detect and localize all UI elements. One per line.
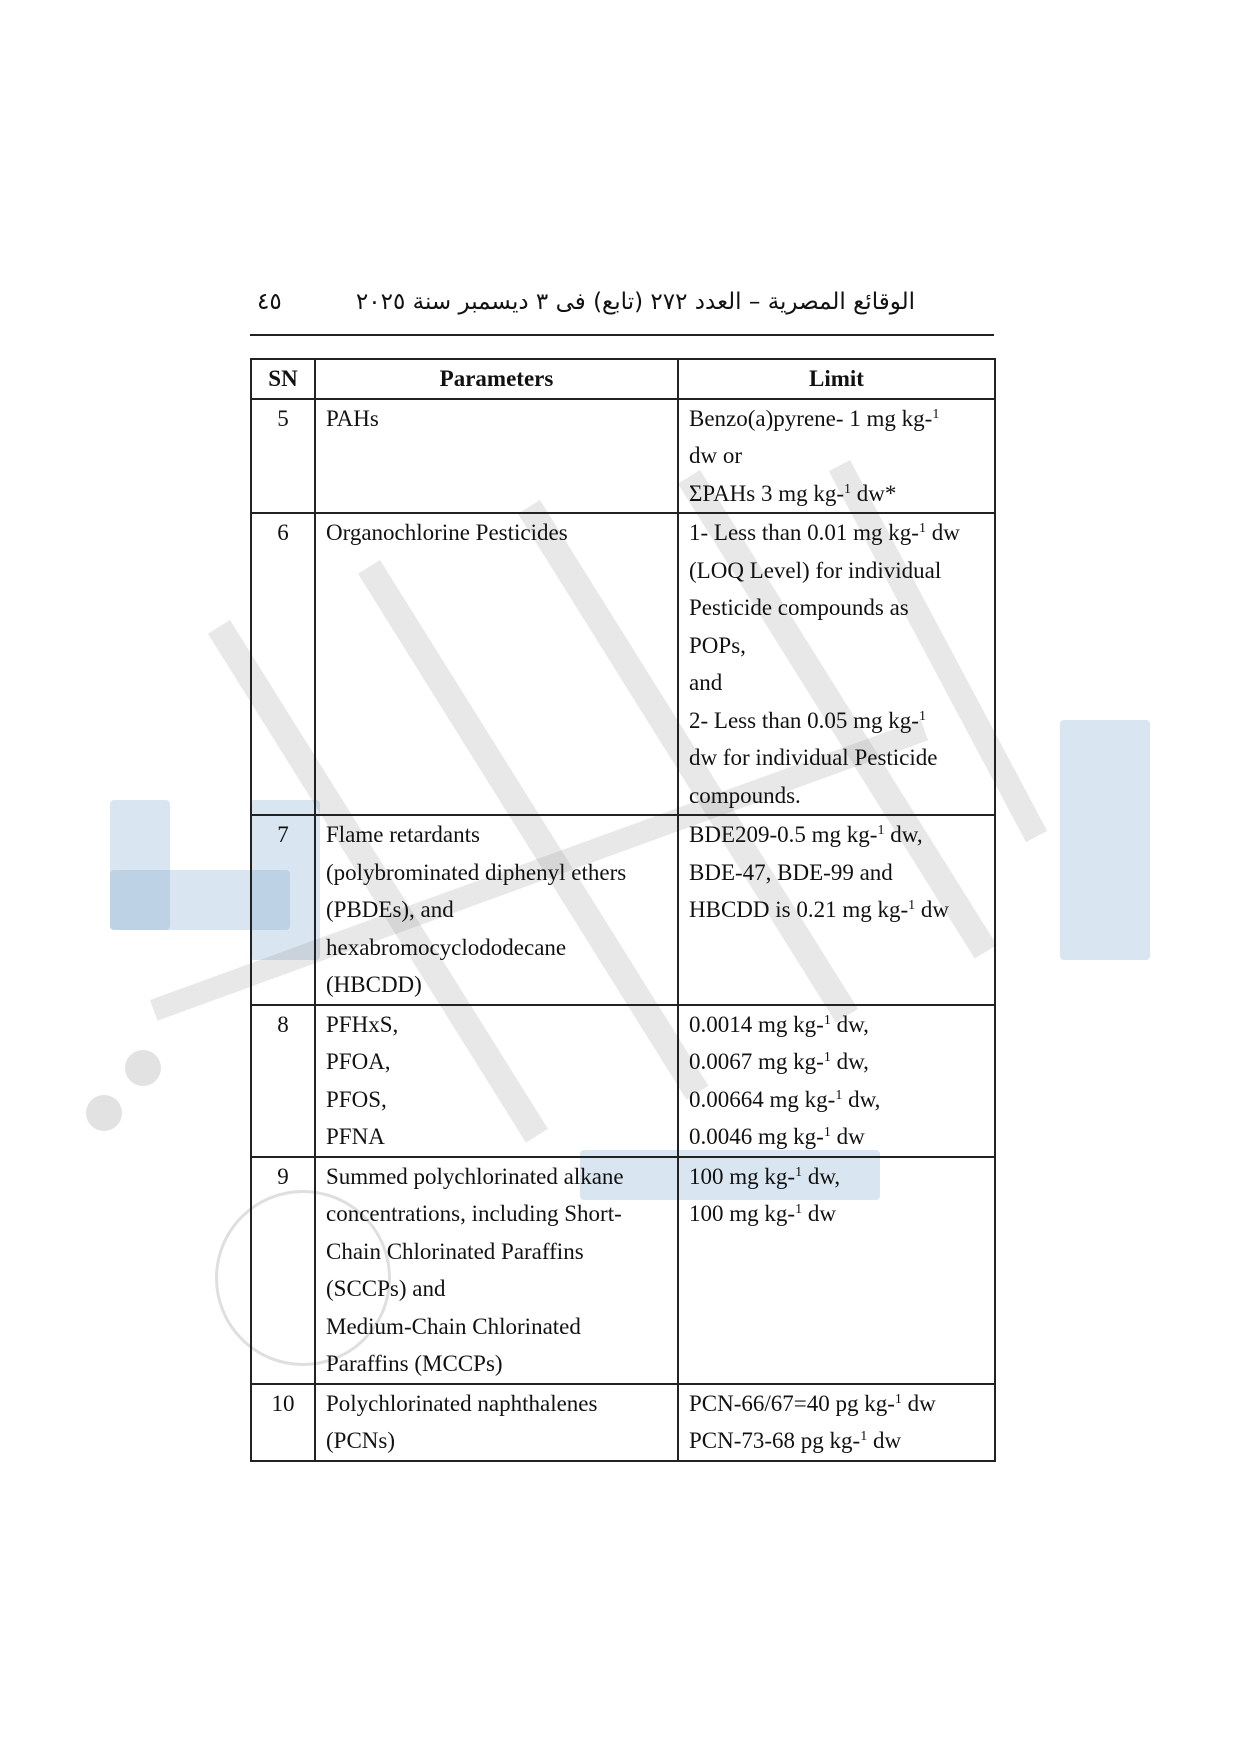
limit-exponent: 1	[877, 823, 885, 838]
parameter-line: Chain Chlorinated Paraffins	[326, 1238, 584, 1264]
limit-line	[689, 1195, 984, 1233]
row-limit	[678, 513, 995, 815]
limit-text: PCN-73-68 pg kg-	[689, 1428, 861, 1453]
limit-text-suffix: dw	[901, 1390, 936, 1416]
limit-exponent: 1	[894, 1391, 902, 1407]
parameter-line: Summed polychlorinated alkane	[326, 1163, 624, 1189]
limit-text-suffix: dw	[802, 1201, 836, 1226]
limit-exponent: 1	[860, 1429, 868, 1444]
parameter-line: PFHxS,	[326, 1011, 399, 1037]
page-number: ٤٥	[257, 289, 282, 315]
limit-text-suffix: dw*	[851, 480, 897, 506]
limit-line	[689, 1158, 984, 1196]
row-sn: 5	[251, 399, 315, 514]
limit-text-suffix: dw,	[842, 1086, 881, 1112]
limit-text: 100 mg kg-	[689, 1163, 796, 1189]
limit-text: compounds.	[689, 782, 801, 808]
limit-text: dw for individual Pesticide	[689, 745, 938, 770]
limit-exponent: 1	[844, 481, 852, 497]
parameter-line: Organochlorine Pesticides	[326, 520, 568, 545]
limit-line	[689, 664, 984, 702]
parameter-line: (PCNs)	[326, 1428, 396, 1453]
limit-text-suffix: dw	[915, 897, 950, 922]
limit-text: PCN-66/67=40 pg kg-	[689, 1390, 895, 1416]
limit-text: HBCDD is 0.21 mg kg-	[689, 897, 909, 922]
table-row	[251, 513, 995, 815]
row-parameters	[315, 815, 678, 1005]
parameter-line: (polybrominated diphenyl ethers	[326, 859, 627, 885]
row-limit	[678, 1384, 995, 1461]
parameter-line: (HBCDD)	[326, 972, 422, 997]
limit-text-suffix: dw	[925, 520, 960, 545]
limit-text: 0.0046 mg kg-	[689, 1124, 824, 1149]
row-parameters	[315, 1157, 678, 1384]
header-divider	[250, 334, 994, 336]
limit-exponent: 1	[823, 1050, 831, 1065]
limit-text: BDE209-0.5 mg kg-	[689, 822, 878, 847]
parameter-line: Polychlorinated naphthalenes	[326, 1390, 598, 1416]
limit-exponent: 1	[918, 708, 926, 724]
limit-text: 2- Less than 0.05 mg kg-	[689, 707, 919, 733]
limit-text: BDE-47, BDE-99 and	[689, 859, 893, 885]
parameter-line: concentrations, including Short-	[326, 1201, 622, 1226]
gazette-title: الوقائع المصرية – العدد ٢٧٢ (تابع) فى ٣ ديسمبر سنة ٢٠٢٥	[355, 289, 915, 315]
limit-line	[689, 1118, 984, 1156]
limit-exponent: 1	[835, 1087, 843, 1103]
parameter-line: (SCCPs) and	[326, 1276, 446, 1301]
row-parameters	[315, 1005, 678, 1157]
row-sn: 9	[251, 1157, 315, 1384]
parameter-line: (PBDEs), and	[326, 897, 454, 922]
parameter-line: PFOS,	[326, 1086, 387, 1112]
limit-exponent: 1	[823, 1125, 831, 1140]
row-sn: 10	[251, 1384, 315, 1461]
limit-exponent: 1	[795, 1202, 803, 1217]
limit-text: Benzo(a)pyrene- 1 mg kg-	[689, 405, 933, 431]
limit-text: POPs,	[689, 632, 746, 658]
limit-line	[689, 702, 984, 740]
table-row	[251, 1005, 995, 1157]
row-limit	[678, 815, 995, 1005]
parameter-line: Flame retardants	[326, 822, 480, 847]
page-header	[250, 283, 915, 323]
limit-exponent: 1	[918, 521, 926, 536]
parameter-line: PAHs	[326, 405, 379, 431]
row-parameters	[315, 513, 678, 815]
limit-text: 0.0014 mg kg-	[689, 1011, 824, 1037]
column-header-sn: SN	[251, 359, 315, 399]
limit-text: 0.00664 mg kg-	[689, 1086, 836, 1112]
limit-line	[689, 400, 984, 438]
limit-exponent: 1	[795, 1164, 803, 1180]
limit-text-suffix: dw,	[802, 1163, 841, 1189]
limit-line	[689, 1006, 984, 1044]
table-row	[251, 1384, 995, 1461]
limit-text-suffix: dw,	[830, 1011, 869, 1037]
limit-exponent: 1	[823, 1012, 831, 1028]
limit-text: 0.0067 mg kg-	[689, 1049, 824, 1074]
row-parameters	[315, 399, 678, 514]
limit-line	[689, 552, 984, 590]
limit-text: 100 mg kg-	[689, 1201, 796, 1226]
limit-text: Pesticide compounds as	[689, 595, 909, 620]
limit-line	[689, 475, 984, 513]
column-header-limit: Limit	[678, 359, 995, 399]
limit-line	[689, 816, 984, 854]
limit-text-suffix: dw	[867, 1428, 902, 1453]
row-limit	[678, 1005, 995, 1157]
limit-line	[689, 891, 984, 929]
row-sn: 6	[251, 513, 315, 815]
limit-text-suffix: dw	[830, 1124, 865, 1149]
parameter-line: Paraffins (MCCPs)	[326, 1351, 503, 1376]
limit-exponent: 1	[932, 406, 940, 422]
row-sn: 8	[251, 1005, 315, 1157]
limit-line	[689, 739, 984, 777]
table-header-row	[251, 359, 995, 399]
parameter-line: PFNA	[326, 1124, 385, 1149]
row-limit	[678, 1157, 995, 1384]
limit-text: 1- Less than 0.01 mg kg-	[689, 520, 919, 545]
parameter-line: hexabromocyclododecane	[326, 934, 567, 960]
row-sn: 7	[251, 815, 315, 1005]
table-row	[251, 815, 995, 1005]
limit-text: ΣPAHs 3 mg kg-	[689, 480, 845, 506]
limit-line	[689, 854, 984, 892]
limit-line	[689, 1385, 984, 1423]
parameter-line: PFOA,	[326, 1049, 391, 1074]
limits-table	[250, 358, 996, 1462]
limit-line	[689, 514, 984, 552]
parameter-line: Medium-Chain Chlorinated	[326, 1313, 581, 1339]
limit-line	[689, 627, 984, 665]
limit-text: (LOQ Level) for individual	[689, 557, 942, 583]
limit-line	[689, 1043, 984, 1081]
column-header-parameters: Parameters	[315, 359, 678, 399]
limit-text: and	[689, 670, 723, 695]
limit-exponent: 1	[908, 898, 916, 913]
row-parameters	[315, 1384, 678, 1461]
limit-text-suffix: dw,	[884, 822, 923, 847]
table-row	[251, 399, 995, 514]
table-body	[251, 399, 995, 1461]
limit-line	[689, 777, 984, 815]
row-limit	[678, 399, 995, 514]
limit-line	[689, 437, 984, 475]
limit-line	[689, 1081, 984, 1119]
table-row	[251, 1157, 995, 1384]
limit-text-suffix: dw,	[830, 1049, 869, 1074]
limit-line	[689, 1422, 984, 1460]
limit-line	[689, 589, 984, 627]
limit-text: dw or	[689, 443, 743, 468]
